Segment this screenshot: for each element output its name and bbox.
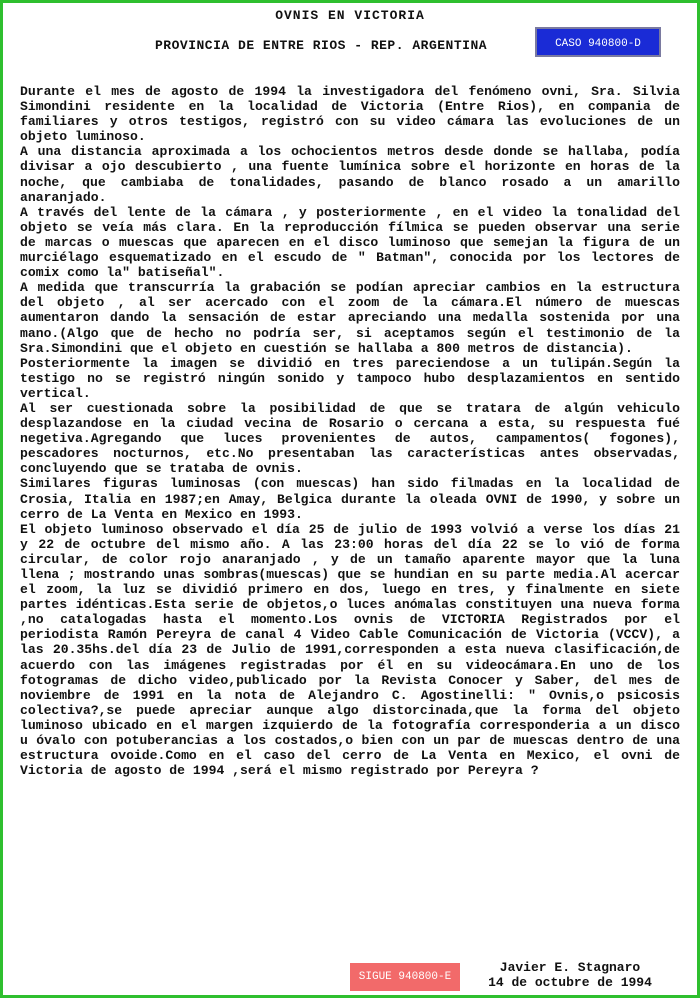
paragraph: Posteriormente la imagen se dividió en tres pareciendose a un tulipán.Según la testigo no se registró ningún sonido y tampoco hubo desplazamientos en sentido vertical. [20,355,680,401]
paragraph: A una distancia aproximada a los ochocientos metros desde donde se hallaba, podía divisar a ojo descubierto , una fuente lumínica sobre el horizonte en horas de la noche, que cambiaba de tonalidades, pasando de blanco rosado a un amarillo anaranjado. [20,144,680,205]
case-badge[interactable]: CASO 940800-D [535,27,661,57]
paragraph: El objeto luminoso observado el día 25 de julio de 1993 volvió a verse los días 21 y 22 de octubre del mismo año. A las 23:00 horas del día 22 se lo vió de forma circular, de color rojo anaranjado , y de un tamaño aparente mayor que la luna llena ; mostrando unas sombras(muescas) que se hundian en su parte media.Al acercar el zoom, la luz se dividió primero en dos, luego en tres, y finalmente en siete partes idénticas.Esta serie de objetos,o luces anómalas constituyen una nueva forma ,no catalogadas hasta el momento.Los ovnis de VICTORIA Registrados por el periodista Ramón Pereyra de canal 4 Video Cable Comunicación de Victoria (VCCV), a las 20.35hs.del día 23 de Julio de 1991,corresponden a esta nueva clasificación,de acuerdo con las imágenes registradas por él en su videocámara.En uno de los fotogramas de dicho video,publicado por la Revista Conocer y Saber, del mes de noviembre de 1991 en la nota de Alejandro C. Agostinelli: " Ovnis,o psicosis colectiva?,se puede apreciar aunque algo distorcinada,que la forma del objeto luminoso ubicado en el margen izquierdo de la fotografía corresponderia a un disco u óvalo con potuberancias a los costados,o bien con un par de muescas dentro de una estructura ovoide.Como en el caso del cerro de La Venta en Mexico, el ovni de Victoria de agosto de 1994 ,será el mismo registrado por Pereyra ? [20,521,680,779]
next-case-badge[interactable]: SIGUE 940800-E [350,963,460,991]
paragraph: A través del lente de la cámara , y posteriormente , en el video la tonalidad del objeto se veía más clara. En la reproducción fílmica se pueden observar una serie de marcas o muescas que aparecen en el disco luminoso que semejan la figura de un murciélago esquematizado en el escudo de " Batman", conocida por los lectores de comix como la" batiseñal". [20,204,680,281]
signature-block [470,960,670,990]
document-subtitle: PROVINCIA DE ENTRE RIOS - REP. ARGENTINA [155,38,488,53]
document-date: 14 de octubre de 1994 [488,975,652,990]
author-name: Javier E. Stagnaro [499,960,641,975]
paragraph: Durante el mes de agosto de 1994 la investigadora del fenómeno ovni, Sra. Silvia Simondini residente en la localidad de Victoria (Entre Rios), en compania de familiares y otros testigos, registró con su video cámara las evoluciones de un objeto luminoso. [20,84,680,145]
paragraph: A medida que transcurría la grabación se podían apreciar cambios en la estructura del objeto , al ser acercado con el zoom de la cámara.El número de muescas aumentaron dando la sensación de estar apreciando una medalla sostenida por una mano.(Algo que de hecho no podría ser, si aceptamos según el testimonio de la Sra.Simondini que el objeto en cuestión se hallaba a 800 metros de distancia). [20,280,680,356]
paragraph: Similares figuras luminosas (con muescas) han sido filmadas en la localidad de Crosia, Italia en 1987;en Amay, Belgica durante la oleada OVNI de 1990, y sobre un cerro de La Venta en Mexico en 1993. [20,476,680,522]
document-body [20,84,680,778]
paragraph: Al ser cuestionada sobre la posibilidad de que se tratara de algún vehiculo desplazandose en la ciudad vecina de Rosario o cercana a esta, su respuesta fué negetiva.Agregando que luces provenientes de autos, campamentos( fogones), pescadores nocturnos, etc.No presentaban las características antes observadas, concluyendo que se trataba de ovnis. [20,400,680,477]
document-title: OVNIS EN VICTORIA [275,8,425,23]
